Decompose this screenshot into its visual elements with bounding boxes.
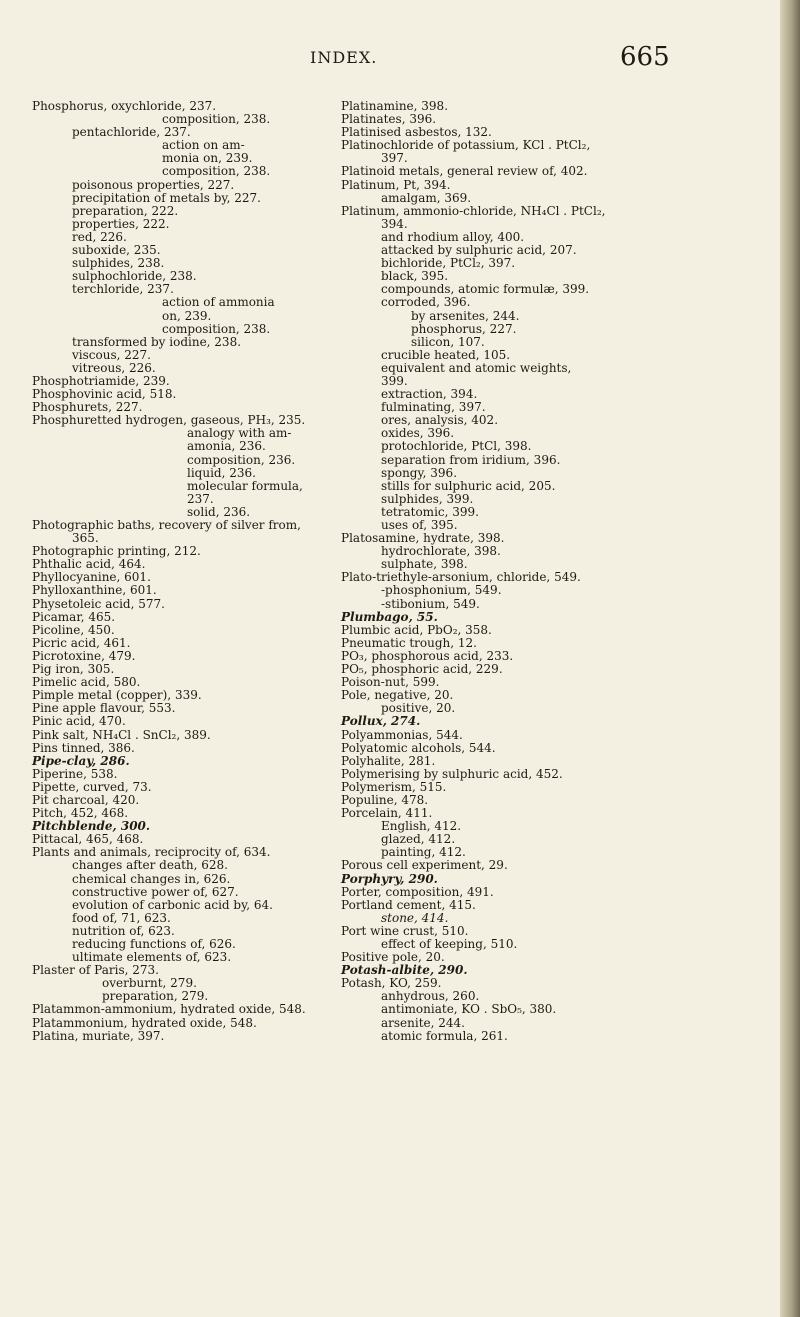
index-entry: Photographic printing, 212. [32, 544, 201, 559]
index-entry: crucible heated, 105. [381, 347, 511, 362]
index-entry: amalgam, 369. [381, 190, 472, 205]
index-entry: -phosphonium, 549. [381, 583, 502, 598]
index-entry: pentachloride, 237. [72, 125, 191, 140]
index-entry: stone, 414. [381, 910, 449, 925]
index-entry: Porphyry, 290. [341, 871, 438, 886]
index-entry: preparation, 279. [102, 989, 209, 1004]
index-entry: 365. [72, 531, 99, 546]
index-entry: phosphorus, 227. [411, 321, 517, 336]
index-entry: and rhodium alloy, 400. [381, 229, 525, 244]
index-entry: bichloride, PtCl₂, 397. [381, 256, 516, 271]
index-entry: antimoniate, KO . SbO₅, 380. [381, 1002, 557, 1017]
index-entry: sulphochloride, 238. [72, 269, 197, 284]
index-entry: red, 226. [72, 229, 127, 244]
index-entry: Porter, composition, 491. [341, 884, 494, 899]
index-entry: Pit charcoal, 420. [32, 792, 140, 807]
index-entry: Porcelain, 411. [341, 806, 433, 821]
index-entry: Platinoid metals, general review of, 402. [341, 164, 588, 179]
index-entry: Phylloxanthine, 601. [32, 583, 157, 598]
index-entry: amonia, 236. [187, 439, 266, 454]
index-entry: Positive pole, 20. [341, 950, 445, 965]
index-entry: molecular formula, [187, 478, 303, 493]
index-entry: Pipette, curved, 73. [32, 779, 152, 794]
index-entry: changes after death, 628. [72, 858, 228, 873]
index-entry: arsenite, 244. [381, 1015, 465, 1030]
index-entry: Pitchblende, 300. [32, 819, 151, 834]
index-entry: fulminating, 397. [381, 400, 486, 415]
index-entry: effect of keeping, 510. [381, 937, 518, 951]
index-entry: Populine, 478. [341, 792, 429, 807]
index-entry: English, 412. [381, 819, 462, 834]
index-entry: sulphate, 398. [381, 557, 468, 572]
index-entry: Plaster of Paris, 273. [32, 963, 159, 978]
index-entry: uses of, 395. [381, 518, 458, 532]
index-entry: chemical changes in, 626. [72, 871, 231, 886]
index-entry: Platinum, Pt, 394. [341, 177, 451, 192]
index-entry: 394. [381, 216, 408, 231]
index-entry: Pine apple flavour, 553. [32, 701, 176, 716]
index-entry: Pimelic acid, 580. [32, 675, 141, 690]
page-number: 665 [620, 42, 670, 72]
index-entry: Pollux, 274. [341, 714, 421, 729]
index-entry: Porous cell experiment, 29. [341, 858, 508, 873]
index-entry: vitreous, 226. [72, 360, 156, 375]
page-edge [780, 0, 800, 1317]
index-entry: Polyatomic alcohols, 544. [341, 740, 496, 755]
index-entry: Pink salt, NH₄Cl . SnCl₂, 389. [32, 727, 211, 742]
index-entry: Physetoleic acid, 577. [32, 596, 165, 611]
index-entry: tetratomic, 399. [381, 504, 479, 519]
index-entry: Phthalic acid, 464. [32, 557, 146, 572]
index-entry: precipitation of metals by, 227. [72, 190, 261, 205]
index-entry: Phosphorus, oxychloride, 237. [32, 99, 217, 113]
index-entry: sulphides, 399. [381, 491, 474, 506]
index-entry: Port wine crust, 510. [341, 923, 469, 938]
page-title: INDEX. [310, 48, 378, 67]
index-entry: reducing functions of, 626. [72, 937, 236, 951]
index-entry: PO₃, phosphorous acid, 233. [341, 648, 514, 663]
index-entry: Platina, muriate, 397. [32, 1028, 165, 1043]
index-entry: Plato-triethyle-arsonium, chloride, 549. [341, 570, 581, 585]
index-entry: composition, 238. [162, 112, 271, 127]
index-entry: on, 239. [162, 308, 212, 323]
index-entry: overburnt, 279. [102, 976, 197, 991]
index-entry: sulphides, 238. [72, 256, 165, 271]
index-entry: Poison-nut, 599. [341, 675, 440, 690]
index-entry: Pitch, 452, 468. [32, 806, 129, 821]
index-entry: poisonous properties, 227. [72, 177, 235, 192]
index-entry: Polyammonias, 544. [341, 727, 463, 742]
index-entry: compounds, atomic formulæ, 399. [381, 282, 590, 297]
index-entry: Picric acid, 461. [32, 635, 131, 650]
index-entry: Pimple metal (copper), 339. [32, 688, 202, 703]
index-entry: equivalent and atomic weights, [381, 360, 572, 375]
index-entry: Pittacal, 465, 468. [32, 832, 144, 847]
index-entry: preparation, 222. [72, 203, 179, 218]
index-entry: PO₅, phosphoric acid, 229. [341, 662, 503, 677]
index-entry: 399. [381, 373, 408, 388]
index-entry: Pinic acid, 470. [32, 714, 126, 729]
index-entry: Platosamine, hydrate, 398. [341, 531, 505, 546]
index-entry: stills for sulphuric acid, 205. [381, 478, 556, 493]
index-entry: liquid, 236. [187, 465, 256, 480]
index-entry: nutrition of, 623. [72, 923, 175, 938]
index-entry: black, 395. [381, 269, 449, 284]
index-entry: Phyllocyanine, 601. [32, 570, 151, 585]
index-entry: corroded, 396. [381, 295, 471, 310]
index-entry: composition, 236. [187, 452, 296, 467]
index-entry: Polymerism, 515. [341, 779, 447, 794]
index-entry: Photographic baths, recovery of silver from, [32, 518, 301, 532]
index-entry: viscous, 227. [72, 347, 151, 362]
index-entry: anhydrous, 260. [381, 989, 480, 1004]
index-entry: Picoline, 450. [32, 622, 115, 637]
index-entry: positive, 20. [381, 701, 456, 716]
index-entry: properties, 222. [72, 216, 170, 231]
index-column-right [341, 100, 671, 1043]
index-entry: extraction, 394. [381, 387, 478, 402]
index-entry: Pipe-clay, 286. [32, 753, 130, 768]
index-entry: ores, analysis, 402. [381, 413, 499, 428]
page-header [0, 44, 780, 84]
index-entry: Picrotoxine, 479. [32, 648, 136, 663]
index-entry: oxides, 396. [381, 426, 455, 441]
index-entry: Platinates, 396. [341, 112, 437, 127]
index-entry: Picamar, 465. [32, 609, 116, 624]
index-entry: composition, 238. [162, 321, 271, 336]
index-entry: Platammon-ammonium, hydrated oxide, 548. [32, 1002, 306, 1017]
index-entry: spongy, 396. [381, 465, 458, 480]
index-entry: separation from iridium, 396. [381, 452, 561, 467]
index-entry: food of, 71, 623. [72, 910, 171, 925]
index-entry: attacked by sulphuric acid, 207. [381, 243, 577, 258]
index-entry: ultimate elements of, 623. [72, 950, 232, 965]
index-entry: Pneumatic trough, 12. [341, 635, 477, 650]
index-entry: Piperine, 538. [32, 766, 118, 781]
index-entry: monia on, 239. [162, 151, 253, 166]
index-entry: Phosphuretted hydrogen, gaseous, PH₃, 235. [32, 413, 306, 428]
index-entry: composition, 238. [162, 164, 271, 179]
index-entry: Platinum, ammonio-chloride, NH₄Cl . PtCl₂, [341, 203, 606, 218]
index-entry: Plumbago, 55. [341, 609, 438, 624]
index-entry: Pole, negative, 20. [341, 688, 454, 703]
index-entry: Polyhalite, 281. [341, 753, 436, 768]
index-entry: Platinochloride of potassium, KCl . PtCl₂, [341, 138, 591, 153]
index-entry: Phosphurets, 227. [32, 400, 143, 415]
index-entry: silicon, 107. [411, 334, 485, 349]
index-entry: terchloride, 237. [72, 282, 174, 297]
index-column-left [32, 100, 362, 1043]
index-entry: evolution of carbonic acid by, 64. [72, 897, 273, 912]
index-entry: Potash-albite, 290. [341, 963, 468, 978]
index-entry: Platinamine, 398. [341, 99, 449, 113]
index-entry: suboxide, 235. [72, 243, 161, 258]
index-entry: Portland cement, 415. [341, 897, 476, 912]
index-entry: Potash, KO, 259. [341, 976, 442, 991]
index-entry: protochloride, PtCl, 398. [381, 439, 532, 454]
index-entry: action of ammonia [162, 295, 275, 310]
index-entry: solid, 236. [187, 504, 251, 519]
index-entry: analogy with am- [187, 426, 292, 441]
index-entry: Platammonium, hydrated oxide, 548. [32, 1015, 257, 1030]
index-entry: Plumbic acid, PbO₂, 358. [341, 622, 492, 637]
index-entry: by arsenites, 244. [411, 308, 520, 323]
index-entry: Phosphovinic acid, 518. [32, 387, 177, 402]
index-entry: transformed by iodine, 238. [72, 334, 242, 349]
index-entry: Plants and animals, reciprocity of, 634. [32, 845, 271, 860]
index-entry: -stibonium, 549. [381, 596, 480, 611]
index-entry: glazed, 412. [381, 832, 456, 847]
index-entry: action on am- [162, 138, 245, 153]
index-entry: Pins tinned, 386. [32, 740, 135, 755]
index-entry: Platinised asbestos, 132. [341, 125, 492, 140]
index-entry: hydrochlorate, 398. [381, 544, 501, 559]
index-entry: painting, 412. [381, 845, 466, 860]
index-entry: atomic formula, 261. [381, 1028, 508, 1043]
index-entry: 397. [381, 151, 408, 166]
index-entry: Phosphotriamide, 239. [32, 373, 170, 388]
index-entry: Polymerising by sulphuric acid, 452. [341, 766, 563, 781]
index-entry: 237. [187, 491, 214, 506]
index-entry: Pig iron, 305. [32, 662, 115, 677]
index-entry: constructive power of, 627. [72, 884, 239, 899]
